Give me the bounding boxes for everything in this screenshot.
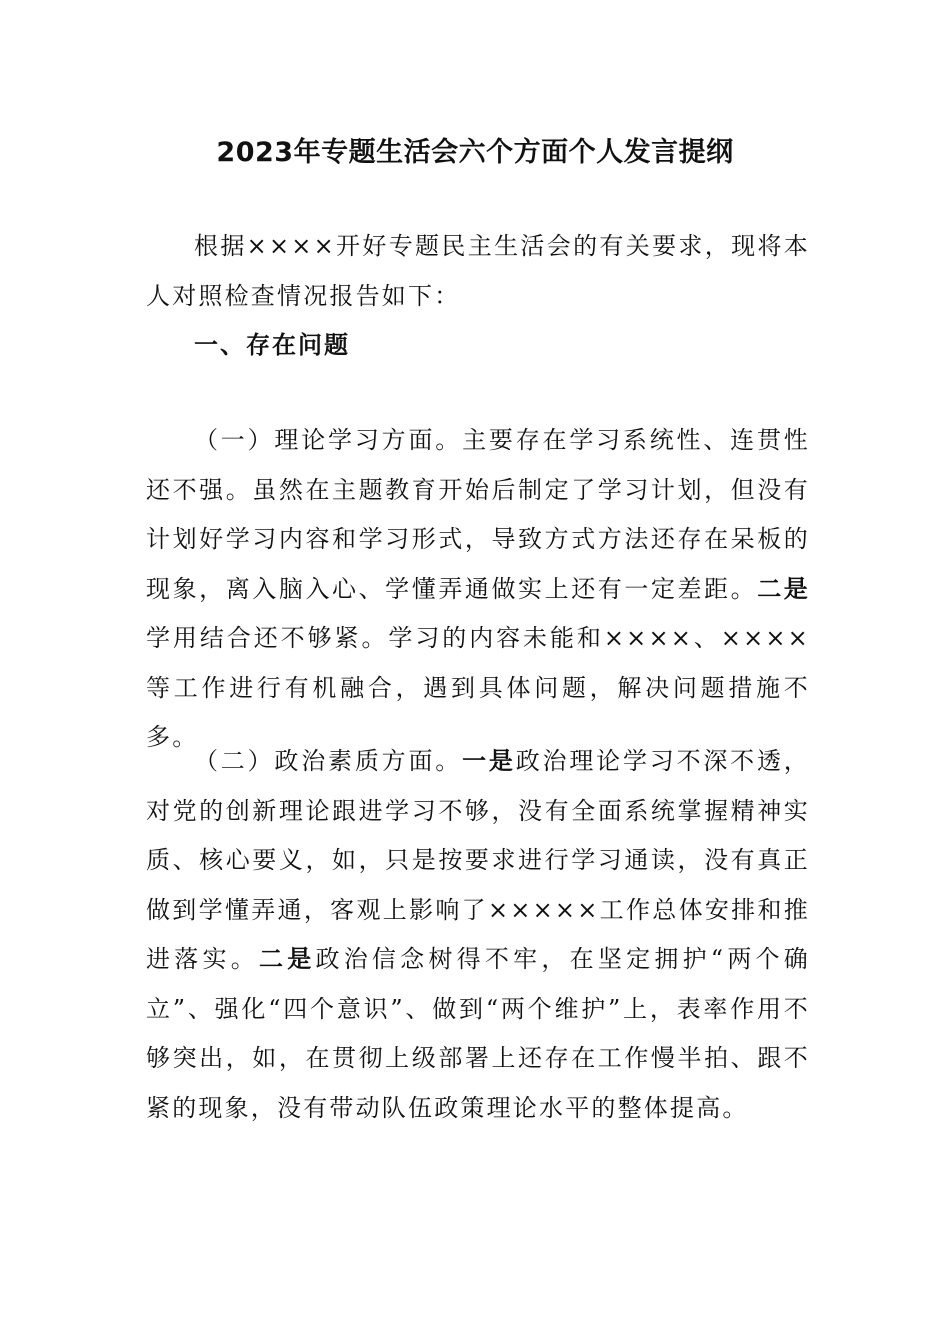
paragraph-text: （一）理论学习方面。主要存在学习系统性、连贯性还不强。虽然在主题教育开始后制定了学习计划，但没有计划好学习内容和学习形式，导致方式方法还存在呆板的现象，离入脑入心、学懂弄通做实上还有一定差距。 [146,426,810,603]
emphasis-text: 一是 [462,747,516,775]
paragraph-text: （二）政治素质方面。 [194,747,463,775]
section-heading: 一、存在问题 [194,331,350,359]
theory-study-paragraph [146,416,810,763]
political-quality-paragraph [146,737,810,1133]
emphasis-text: 二是 [258,945,316,973]
document-title: 2023年专题生活会六个方面个人发言提纲 [216,137,734,168]
paragraph-text: 政治信念树得不牢，在坚定拥护“两个确立”、强化“四个意识”、做到“两个维护”上，表率作用不够突出，如，在贯彻上级部署上还存在工作慢半拍、跟不紧的现象，没有带动队伍政策理论水平的整体提高。 [146,945,810,1122]
emphasis-text: 二是 [757,574,810,603]
intro-paragraph: 根据××××开好专题民主生活会的有关要求，现将本人对照检查情况报告如下： [146,232,810,310]
paragraph-text: 学用结合还不够紧。学习的内容未能和××××、××××等工作进行有机融合，遇到具体问题，解决问题措施不多。 [146,624,810,751]
paragraph-text: 政治理论学习不深不透，对党的创新理论跟进学习不够，没有全面系统掌握精神实质、核心要义，如，只是按要求进行学习通读，没有真正做到学懂弄通，客观上影响了×××××工作总体安排和推进落实。 [146,747,811,973]
